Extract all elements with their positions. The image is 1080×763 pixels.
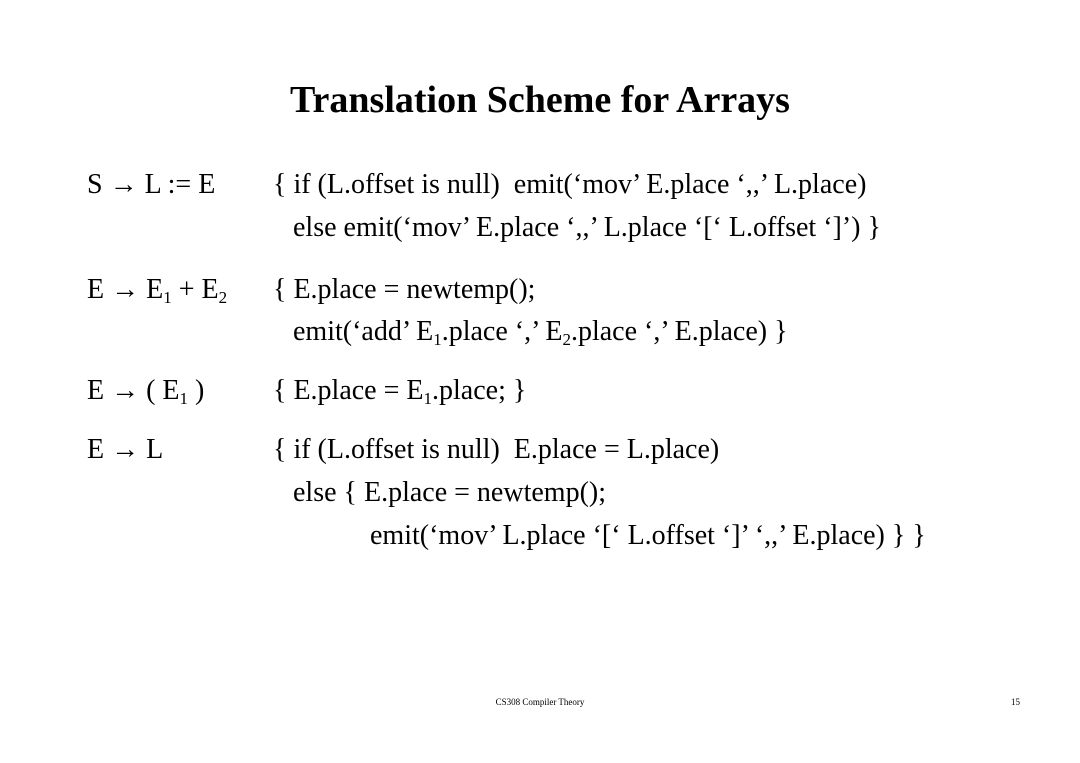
rule-1-action-line-1: { if (L.offset is null) emit(‘mov’ E.place ‘,,’ L.place) <box>273 169 867 200</box>
slide-footer: CS308 Compiler Theory <box>495 697 585 707</box>
rule-4-production: E → L <box>87 434 164 465</box>
rule-2-production: $E \to E_1 + E_2$ <box>87 274 228 307</box>
page-number: 15 <box>1011 697 1020 707</box>
rule-4-action-line-2: else { E.place = newtemp(); <box>293 477 606 508</box>
rule-1-production: S → L := E <box>87 169 216 200</box>
rule-3-action-line-1: { E.place = $E_1.place$; } <box>273 375 527 408</box>
rule-4-action-line-3: emit(‘mov’ L.place ‘[‘ L.offset ‘]’ ‘,,’ E.place) } } <box>370 520 926 551</box>
rule-1-action-line-2: else emit(‘mov’ E.place ‘,,’ L.place ‘[‘ L.offset ‘]’) } <box>293 212 881 243</box>
rule-3-production: E → ( $E_1$ ) <box>87 375 205 408</box>
rule-4-action-line-1: { if (L.offset is null) E.place = L.place) <box>273 434 720 465</box>
rule-2-action-line-1: { E.place = newtemp(); <box>273 274 536 305</box>
slide-title: Translation Scheme for Arrays <box>290 79 790 121</box>
rule-2-action-line-2: emit(‘add’ $E_1.place$ ‘,’ $E_2.place$ ‘,’ E.place) } <box>293 316 788 349</box>
